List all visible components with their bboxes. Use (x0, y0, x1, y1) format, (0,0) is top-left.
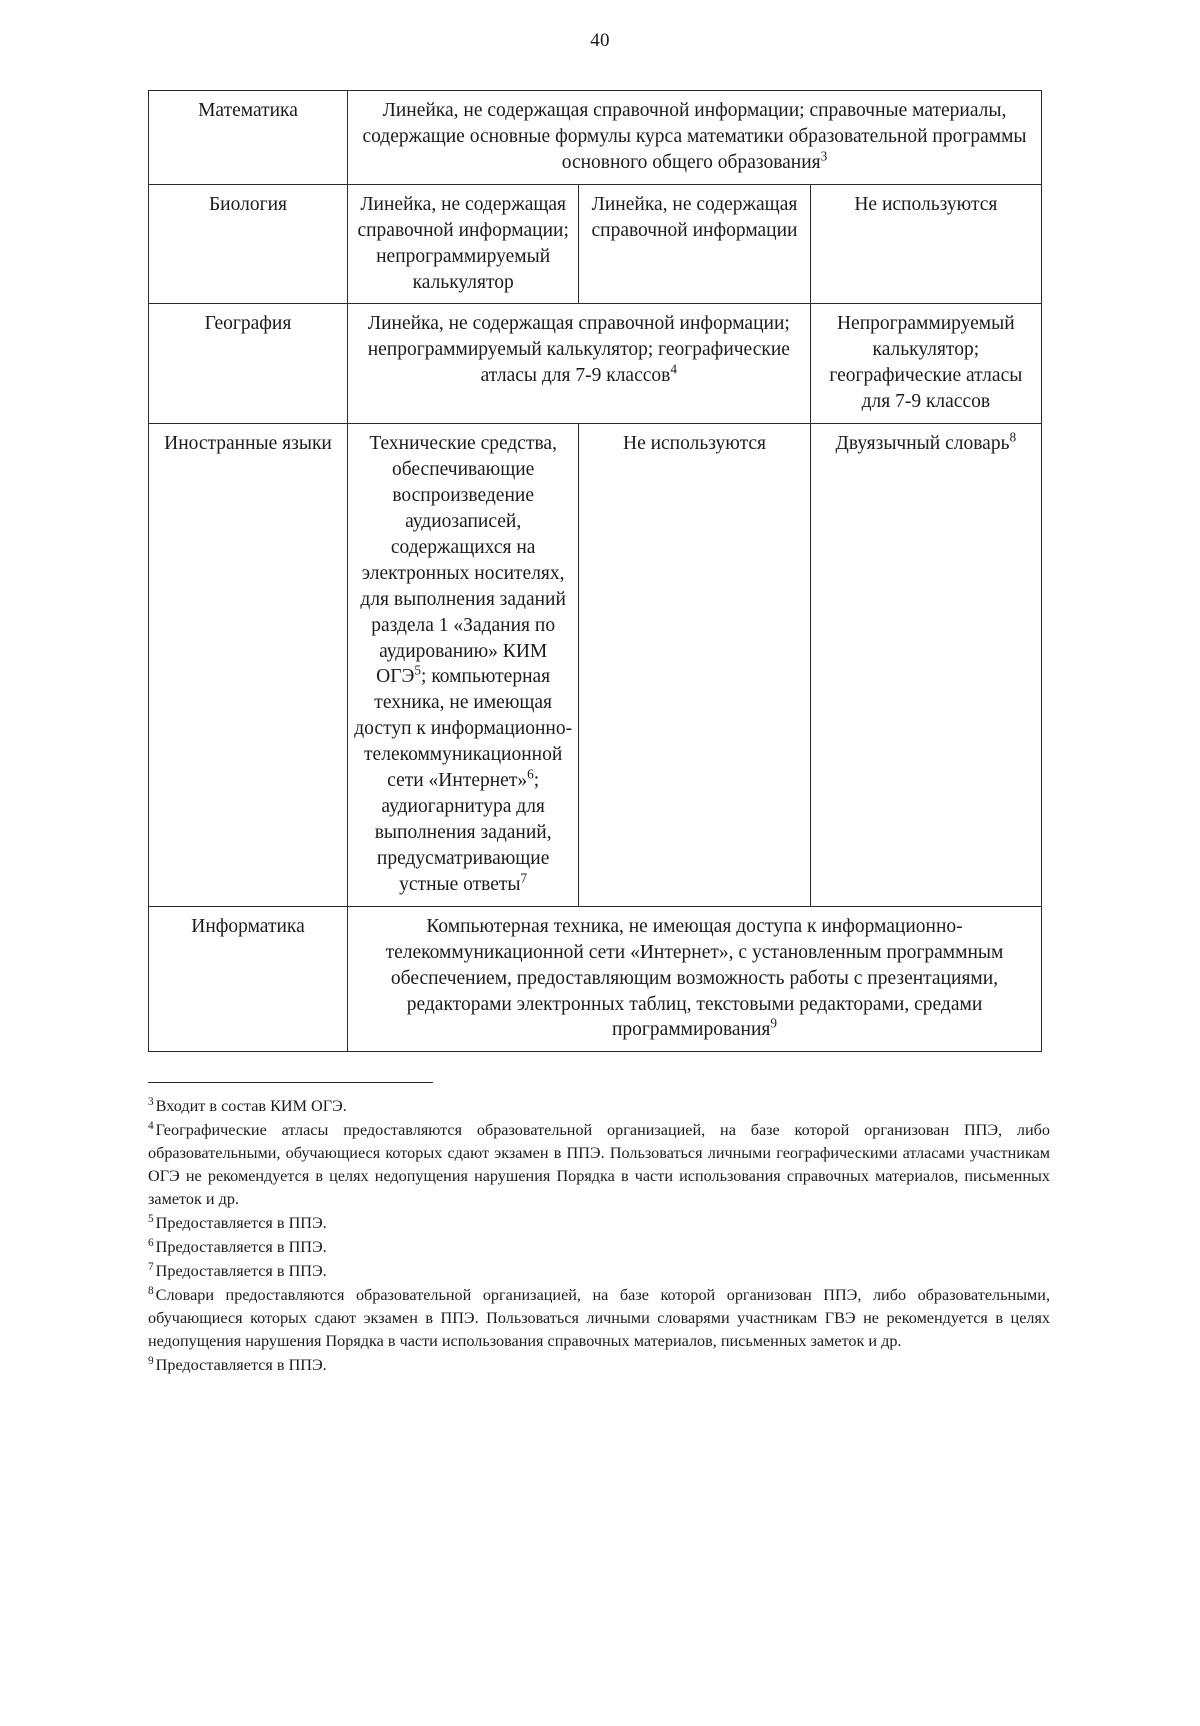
subject-cell-foreign-languages: Иностранные языки (149, 424, 348, 907)
footnote-item (148, 1236, 1050, 1259)
subject-cell-math: Математика (149, 91, 348, 185)
equipment-cell-biology-col3: Линейка, не содержащая справочной информации (579, 184, 810, 304)
footnote-text: Предоставляется в ППЭ. (155, 1262, 327, 1281)
page-number: 40 (590, 30, 610, 51)
footnote-text: Предоставляется в ППЭ. (155, 1214, 327, 1233)
cell-text-extra-2: ; аудиогарнитура для выполнения заданий, предусматривающие устные ответы (374, 770, 552, 895)
footnote-ref-4: 4 (670, 361, 677, 377)
equipment-cell-foreign-languages-col3: Не используются (579, 424, 810, 907)
footnote-ref-8: 8 (1009, 429, 1017, 445)
document-page (0, 30, 1200, 1726)
equipment-cell-math (348, 91, 1042, 185)
footnote-number: 9 (148, 1354, 154, 1367)
footnote-number: 6 (148, 1236, 154, 1249)
equipment-cell-biology-col4: Не используются (810, 184, 1041, 304)
footnote-item (148, 1119, 1050, 1211)
footnotes-section (0, 1082, 1200, 1377)
footnote-item (148, 1095, 1050, 1118)
footnote-number: 8 (148, 1284, 154, 1297)
footnote-ref-6: 6 (527, 766, 534, 782)
subject-cell-biology: Биология (149, 184, 348, 304)
equipment-cell-foreign-languages-col2 (348, 424, 579, 907)
table-row (149, 184, 1042, 304)
table-row (149, 424, 1042, 907)
footnote-text: Географические атласы предоставляются образовательной организацией, на базе которой организован ППЭ, либо образовательными, обучающиеся которых сдают экзамен в ППЭ. Пользоваться личными географическими атласами участникам ОГЭ не рекомендуется в целях недопущения нарушения Порядка в части использования справочных материалов, письменных заметок и др. (148, 1121, 1050, 1209)
footnote-ref-9: 9 (770, 1015, 778, 1031)
footnote-ref-5: 5 (414, 662, 422, 678)
equipment-cell-biology-col2: Линейка, не содержащая справочной информации; непрограммируемый калькулятор (348, 184, 579, 304)
footnote-separator-rule (148, 1082, 433, 1083)
footnote-item (148, 1260, 1050, 1283)
cell-text: Технические средства, обеспечивающие воспроизведение аудиозаписей, содержащихся на электронных носителях, для выполнения заданий раздела 1 «Задания по аудированию» КИМ ОГЭ (360, 433, 566, 688)
footnote-text: Предоставляется в ППЭ. (155, 1238, 327, 1257)
equipment-cell-foreign-languages-col4 (810, 424, 1041, 907)
footnote-number: 7 (148, 1260, 154, 1273)
table-row (149, 906, 1042, 1052)
footnote-number: 4 (148, 1119, 154, 1132)
allowed-equipment-table (148, 90, 1042, 1052)
footnote-ref-3: 3 (820, 148, 828, 164)
equipment-cell-informatics (348, 906, 1042, 1052)
subject-cell-geography: География (149, 304, 348, 424)
footnote-number: 5 (148, 1212, 154, 1225)
footnote-number: 3 (148, 1095, 154, 1108)
cell-text: Линейка, не содержащая справочной информации; непрограммируемый калькулятор; географические атласы для 7-9 классов (367, 313, 790, 387)
table-row (149, 91, 1042, 185)
subject-cell-informatics: Информатика (149, 906, 348, 1052)
footnote-item (148, 1284, 1050, 1353)
equipment-table-container (0, 90, 1200, 1052)
equipment-cell-geography-merged (348, 304, 811, 424)
cell-text: Компьютерная техника, не имеющая доступа к информационно-телекоммуникационной сети «Интернет», с установленным программным обеспечением, предоставляющим возможность работы с презентациями, редакторами электронных таблиц, текстовыми редакторами, средами программирования (385, 915, 1004, 1041)
equipment-cell-geography-col4: Непрограммируемый калькулятор; географические атласы для 7-9 классов (810, 304, 1041, 424)
cell-text: Двуязычный словарь (835, 433, 1010, 455)
table-row (149, 304, 1042, 424)
cell-text-extra-1: ; компьютерная техника, не имеющая доступ к информационно-телекоммуникационной сети «Интернет» (354, 666, 573, 792)
footnote-text: Предоставляется в ППЭ. (155, 1356, 327, 1375)
footnote-text: Входит в состав КИМ ОГЭ. (155, 1097, 347, 1116)
cell-text: Линейка, не содержащая справочной информации; справочные материалы, содержащие основные формулы курса математики образовательной программы основного общего образования (362, 100, 1027, 173)
footnote-text: Словари предоставляются образовательной организацией, на базе которой организован ППЭ, либо образовательными, обучающиеся которых сдают экзамен в ППЭ. Пользоваться личными словарями участникам ГВЭ не рекомендуется в целях недопущения нарушения Порядка в части использования справочных материалов, письменных заметок и др. (148, 1286, 1050, 1351)
footnote-ref-7: 7 (520, 870, 528, 886)
footnote-item (148, 1212, 1050, 1235)
footnote-item (148, 1354, 1050, 1377)
